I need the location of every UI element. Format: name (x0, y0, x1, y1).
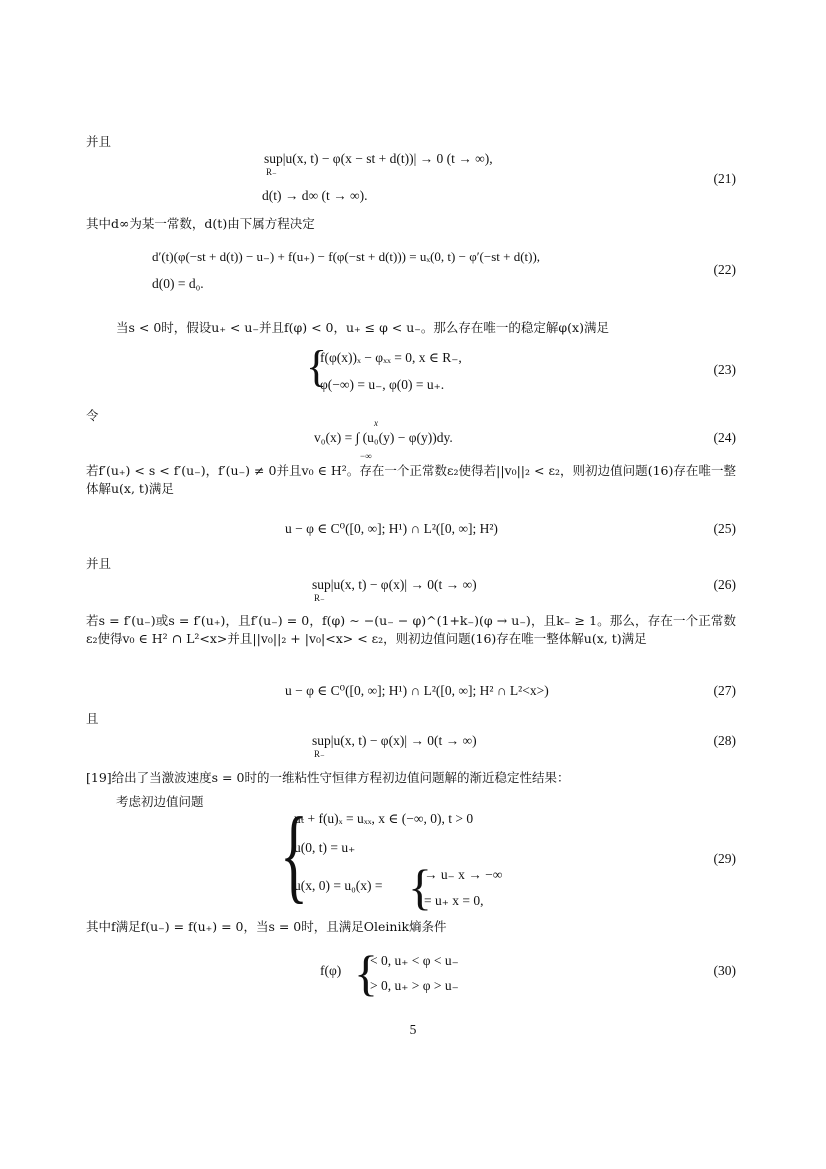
equation-number-24: (24) (713, 430, 736, 445)
equation-number-29: (29) (713, 851, 736, 866)
equation-29-line2: u(0, t) = u₊ (294, 840, 356, 855)
equation-24: v₀(x) = ∫ (u₀(y) − φ(y))dy. (314, 430, 453, 445)
paragraph-text: 并且 (86, 134, 112, 149)
equation-29-case1: → u₋ x → −∞ (424, 867, 503, 882)
left-brace: { (408, 859, 432, 915)
page-number: 5 (409, 1022, 417, 1037)
paragraph-text: 并且 (86, 556, 112, 571)
equation-23-line2: φ(−∞) = u₋, φ(0) = u₊. (320, 377, 445, 392)
equation-23-line1: f(φ(x))ₓ − φₓₓ = 0, x ∈ R₋, (320, 350, 462, 365)
equation-27: u − φ ∈ C⁰([0, ∞]; H¹) ∩ L²([0, ∞]; H² ∩ L²<x>) (285, 683, 549, 698)
equation-21-line2: d(t) → d∞ (t → ∞). (262, 188, 368, 203)
left-brace: { (306, 342, 328, 391)
equation-28: sup|u(x, t) − φ(x)| → 0(t → ∞) (312, 733, 477, 748)
equation-28-subscript: R₋ (314, 749, 325, 759)
equation-number-26: (26) (713, 577, 736, 592)
equation-30-case1: < 0, u₊ < φ < u₋ (370, 953, 459, 968)
left-brace: { (280, 796, 308, 913)
equation-number-25: (25) (713, 521, 736, 536)
paragraph-text: [19]给出了当激波速度s = 0时的一维粘性守恒律方程初边值问题解的渐近稳定性结果： (86, 770, 570, 785)
paragraph-text: 若s = f′(u₋)或s = f′(u₊)，且f′(u₋) = 0，f(φ) ∼ −(u₋ − φ)^(1+k₋)(φ → u₋)，且k₋ ≥ 1。那么，存在一个正常数ε₂使得v₀ ∈ H² ∩ L²<x>并且||v₀||₂ + |v₀|<x> < ε₂，则初边值问题(16)存在唯一整体解u(x, t)满足 (86, 613, 736, 646)
equation-22-line1: d′(t)(φ(−st + d(t)) − u₋) + f(u₊) − f(φ(−st + d(t))) = uₓ(0, t) − φ′(−st + d(t)), (152, 249, 541, 264)
equation-number-23: (23) (713, 362, 736, 377)
equation-26: sup|u(x, t) − φ(x)| → 0(t → ∞) (312, 577, 477, 592)
left-brace: { (354, 945, 378, 1001)
integral-upper-limit: x (374, 418, 378, 428)
equation-number-30: (30) (713, 963, 736, 978)
equation-number-22: (22) (713, 262, 736, 277)
equation-26-subscript: R₋ (314, 593, 325, 603)
equation-25: u − φ ∈ C⁰([0, ∞]; H¹) ∩ L²([0, ∞]; H²) (285, 521, 498, 536)
equation-number-27: (27) (713, 683, 736, 698)
equation-29-line1: uₜ + f(u)ₓ = uₓₓ, x ∈ (−∞, 0), t > 0 (294, 811, 474, 826)
equation-number-28: (28) (713, 733, 736, 748)
paragraph-text: 考虑初边值问题 (116, 794, 204, 809)
equation-29-line3: u(x, 0) = u₀(x) = (294, 878, 383, 893)
equation-30-case2: > 0, u₊ > φ > u₋ (370, 978, 459, 993)
equation-30-lhs: f(φ) (320, 963, 342, 978)
paragraph-text: 其中d∞为某一常数，d(t)由下属方程决定 (86, 216, 315, 231)
paragraph-text: 当s < 0时，假设u₊ < u₋并且f(φ) < 0，u₊ ≤ φ < u₋。那么存在唯一的稳定解φ(x)满足 (116, 320, 609, 335)
paragraph-text: 且 (86, 711, 99, 726)
equation-22-line2: d(0) = d₀. (152, 276, 204, 291)
paragraph-text: 其中f满足f(u₋) = f(u₊) = 0，当s = 0时，且满足Oleinik熵条件 (86, 919, 447, 934)
paragraph-text: 若f′(u₊) < s < f′(u₋)，f′(u₋) ≠ 0并且v₀ ∈ H²。存在一个正常数ε₂使得若||v₀||₂ < ε₂，则初边值问题(16)存在唯一整体解u(x, t)满足 (86, 463, 736, 496)
equation-29-case2: = u₊ x = 0, (424, 893, 484, 908)
paragraph-text: 令 (86, 408, 99, 423)
equation-21-subscript: R₋ (266, 167, 277, 177)
equation-21-line1: sup|u(x, t) − φ(x − st + d(t))| → 0 (t → ∞), (264, 151, 493, 166)
equation-number-21: (21) (713, 171, 736, 186)
integral-lower-limit: −∞ (360, 451, 372, 461)
